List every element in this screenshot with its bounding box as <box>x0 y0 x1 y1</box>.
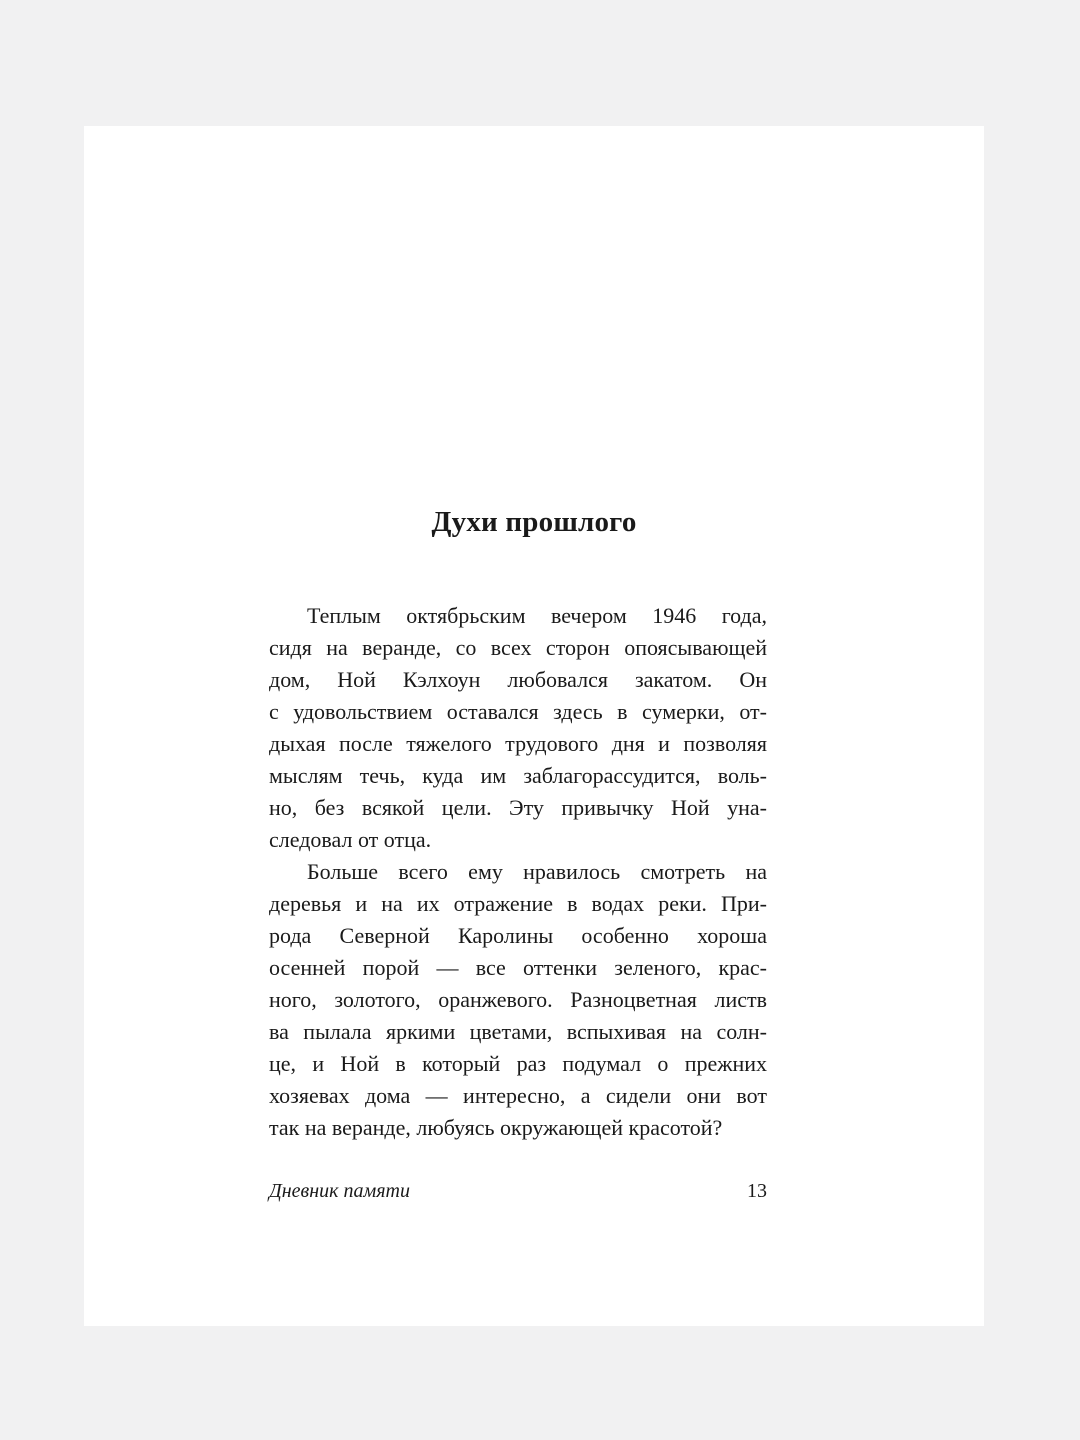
text-line: ва пылала яркими цветами, вспыхивая на солн- <box>269 1019 767 1044</box>
book-page <box>84 126 984 1326</box>
text-line: но, без всякой цели. Эту привычку Ной уна- <box>269 795 767 820</box>
paragraph-1 <box>269 600 767 856</box>
text-line: це, и Ной в который раз подумал о прежних <box>269 1051 767 1076</box>
running-title: Дневник памяти <box>269 1180 410 1202</box>
page-number: 13 <box>747 1180 767 1202</box>
text-line: Больше всего ему нравилось смотреть на <box>307 859 767 884</box>
text-line: дом, Ной Кэлхоун любовался закатом. Он <box>269 667 767 692</box>
text-line: сидя на веранде, со всех сторон опоясывающей <box>269 635 767 660</box>
text-line: следовал от отца. <box>269 827 432 852</box>
page-body <box>269 600 767 1144</box>
text-line: так на веранде, любуясь окружающей красотой? <box>269 1115 723 1140</box>
text-line: хозяевах дома — интересно, а сидели они вот <box>269 1083 767 1108</box>
text-line: рода Северной Каролины особенно хороша <box>269 923 767 948</box>
text-line: дыхая после тяжелого трудового дня и позволяя <box>269 731 767 756</box>
chapter-title: Духи прошлого <box>431 506 637 538</box>
text-line: с удовольствием оставался здесь в сумерки, от- <box>269 699 767 724</box>
text-line: осенней порой — все оттенки зеленого, крас- <box>269 955 767 980</box>
paragraph-2 <box>269 856 767 1144</box>
page-footer <box>269 1174 767 1208</box>
text-line: ного, золотого, оранжевого. Разноцветная листв <box>269 987 767 1012</box>
text-line: мыслям течь, куда им заблагорассудится, воль- <box>269 763 767 788</box>
text-line: деревья и на их отражение в водах реки. При- <box>269 891 767 916</box>
text-line: Теплым октябрьским вечером 1946 года, <box>307 603 767 628</box>
